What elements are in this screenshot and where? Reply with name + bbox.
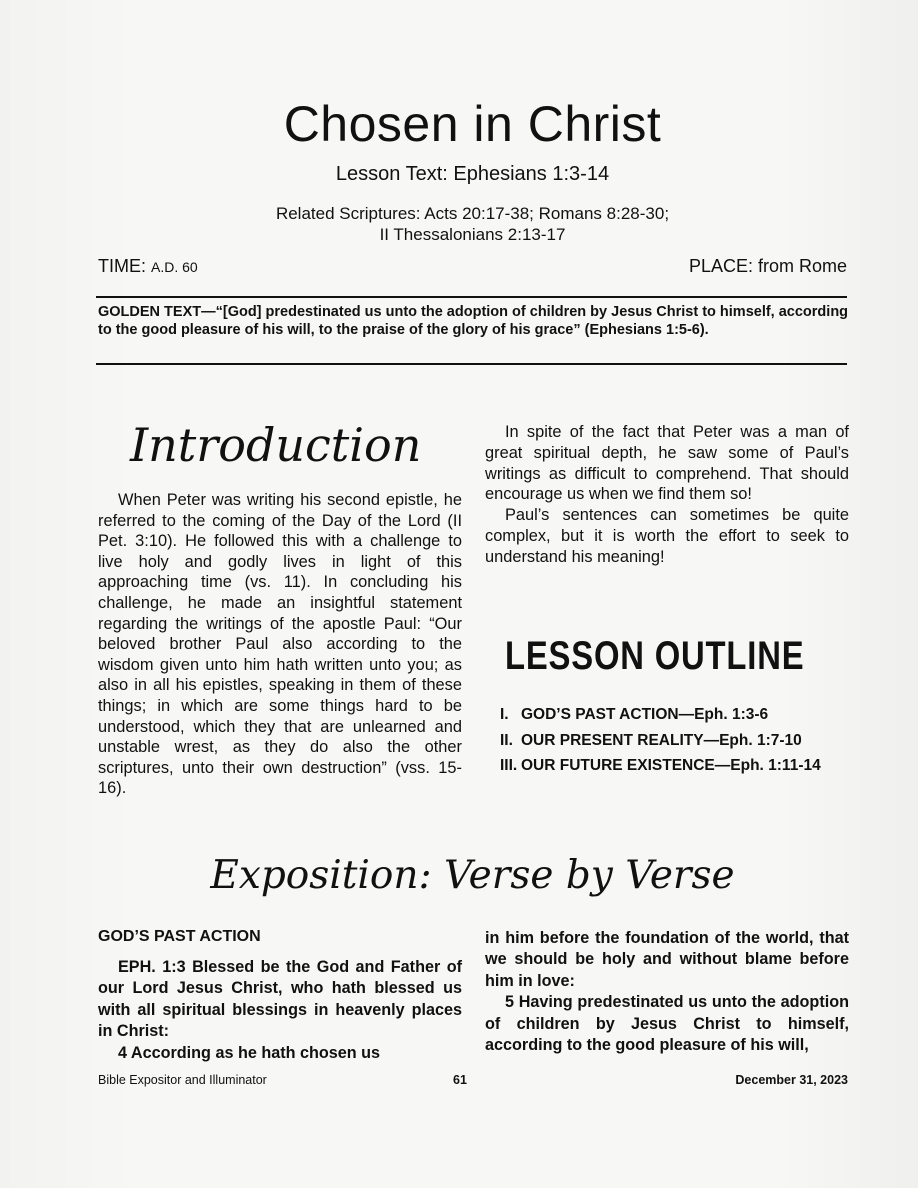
divider: [96, 296, 847, 298]
outline-item-text: OUR FUTURE EXISTENCE—Eph. 1:11-14: [521, 757, 821, 775]
outline-item-text: OUR PRESENT REALITY—Eph. 1:7-10: [521, 731, 802, 749]
verse-text: 4 According as he hath chosen us: [118, 1043, 381, 1062]
exposition-heading: Exposition: Verse by Verse: [210, 853, 735, 898]
footer-page-number: 61: [453, 1073, 467, 1087]
outline-item: [500, 705, 850, 725]
time-label: TIME:: [98, 256, 146, 276]
footer-date: December 31, 2023: [735, 1073, 848, 1087]
outline-item-number: I.: [500, 706, 509, 723]
lesson-outline-heading: LESSON OUTLINE: [505, 634, 805, 678]
verse-text: EPH. 1:3 Blessed be the God and Father of our Lord Jesus Christ, who hath blessed us with all spiritual blessings in heavenly places in Christ:: [98, 958, 462, 1041]
time-info: [98, 256, 198, 277]
related-scriptures-line: Related Scriptures: Acts 20:17-38; Romans 8:28-30;: [275, 204, 670, 223]
lesson-outline: [500, 705, 850, 782]
verse-text: in him before the foundation of the world, that we should be holy and without blame before him in love:: [485, 929, 849, 990]
lesson-text: Lesson Text: Ephesians 1:3-14: [335, 163, 610, 185]
related-scriptures-line: II Thessalonians 2:13-17: [379, 225, 566, 244]
introduction-continued: [485, 422, 849, 568]
introduction-paragraph: In spite of the fact that Peter was a man of great spiritual depth, he saw some of Paul’s writings as difficult to comprehend. That should encourage us when we find them so!: [485, 423, 849, 504]
time-value: A.D. 60: [151, 259, 198, 275]
verse-column-right: [485, 928, 849, 1056]
outline-item: [500, 731, 850, 751]
introduction-body: [98, 490, 462, 799]
related-scriptures: [90, 203, 855, 245]
footer-publication: Bible Expositor and Illuminator: [98, 1073, 267, 1087]
section-heading: GOD’S PAST ACTION: [98, 928, 261, 945]
introduction-paragraph: Paul’s sentences can sometimes be quite complex, but it is worth the effort to seek to understand his meaning!: [485, 506, 849, 566]
outline-item-number: II.: [500, 731, 513, 749]
introduction-paragraph: When Peter was writing his second epistle, he referred to the coming of the Day of the Lord (II Pet. 3:10). He followed this with a challenge to live holy and godly lives in light of this approaching time (vs. 11). In concluding his challenge, he made an insightful statement regarding the writings of the apostle Paul: “Our beloved brother Paul also according to the wisdom given unto him hath written unto you; as also in all his epistles, speaking in them of these things; in which are some things hard to be understood, which they that are unlearned and unstable wrest, as they do also the other scriptures, unto their own destruction” (vss. 15-16).: [98, 491, 462, 798]
outline-item-number: III.: [500, 757, 518, 775]
outline-item-text: GOD’S PAST ACTION—Eph. 1:3-6: [521, 706, 769, 723]
golden-text: GOLDEN TEXT—“[God] predestinated us unto the adoption of children by Jesus Christ to himself, according to the good pleasure of his will, to the praise of the glory of his grace” (Ephesians 1:5-6).: [98, 304, 849, 338]
verse-column-left: [98, 957, 462, 1064]
divider: [96, 363, 847, 365]
place-info: PLACE: from Rome: [688, 256, 847, 276]
page-title: Chosen in Christ: [283, 96, 662, 152]
outline-item: [500, 756, 850, 776]
introduction-heading: Introduction: [130, 418, 422, 472]
verse-text: 5 Having predestinated us unto the adoption of children by Jesus Christ to himself, according to the good pleasure of his will,: [485, 993, 849, 1055]
